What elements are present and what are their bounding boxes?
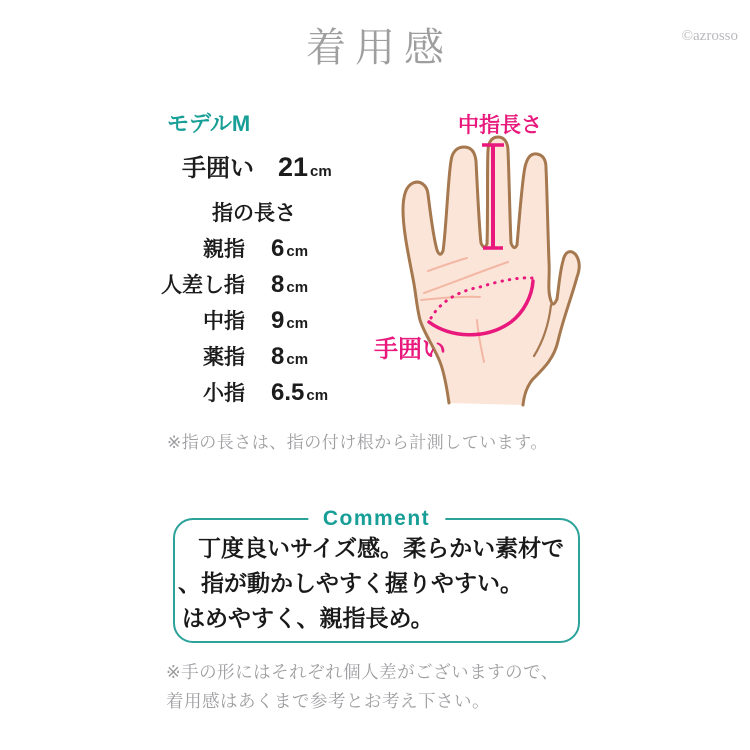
finger-value: 8 <box>271 343 285 370</box>
finger-label: 親指 <box>203 238 245 261</box>
hand-circumference-diagram-label: 手囲い <box>374 336 446 363</box>
finger-label: 薬指 <box>203 346 245 369</box>
finger-unit: cm <box>286 315 309 332</box>
middle-finger-length-label: 中指長さ <box>458 114 542 137</box>
model-size-label: モデルM <box>167 111 251 136</box>
disclaimer-line: ※手の形にはそれぞれ個人差がございますので、 <box>166 662 559 682</box>
page-title: 着用感 <box>306 25 453 70</box>
finger-label: 中指 <box>203 310 245 333</box>
finger-unit: cm <box>286 279 309 296</box>
finger-value: 8 <box>271 271 285 298</box>
finger-value: 6 <box>271 235 285 262</box>
finger-unit: cm <box>306 387 329 404</box>
hand-circumference-row <box>182 148 332 183</box>
comment-line: 、指が動かしやすく握りやすい。 <box>178 570 523 596</box>
hand-illustration-svg <box>395 130 590 415</box>
disclaimer-note <box>166 658 559 715</box>
finger-label: 小指 <box>203 382 245 405</box>
copyright-watermark: ©azrosso <box>681 28 738 44</box>
hand-circumference-unit: cm <box>310 163 332 180</box>
finger-length-table <box>140 233 360 413</box>
hand-circumference-value: 21 <box>278 152 309 182</box>
finger-length-heading: 指の長さ <box>212 202 296 225</box>
finger-value: 9 <box>271 307 285 334</box>
finger-row-middle <box>140 305 360 341</box>
finger-unit: cm <box>286 351 309 368</box>
comment-line: はめやすく、親指長め。 <box>182 605 434 631</box>
finger-row-ring <box>140 341 360 377</box>
comment-text <box>175 531 578 636</box>
disclaimer-line: 着用感はあくまで参考とお考え下さい。 <box>166 690 490 711</box>
comment-box <box>173 507 580 643</box>
hand-circumference-label: 手囲い <box>182 155 254 182</box>
finger-row-index <box>140 269 360 305</box>
comment-line: 丁度良いサイズ感。柔らかい素材で <box>198 535 565 561</box>
finger-label: 人差し指 <box>161 274 245 297</box>
comment-heading: Comment <box>308 507 445 531</box>
finger-unit: cm <box>286 243 309 260</box>
finger-row-pinky <box>140 377 360 413</box>
finger-row-thumb <box>140 233 360 269</box>
finger-value: 6.5 <box>271 379 305 406</box>
finger-measurement-note: ※指の長さは、指の付け根から計測しています。 <box>167 433 548 452</box>
